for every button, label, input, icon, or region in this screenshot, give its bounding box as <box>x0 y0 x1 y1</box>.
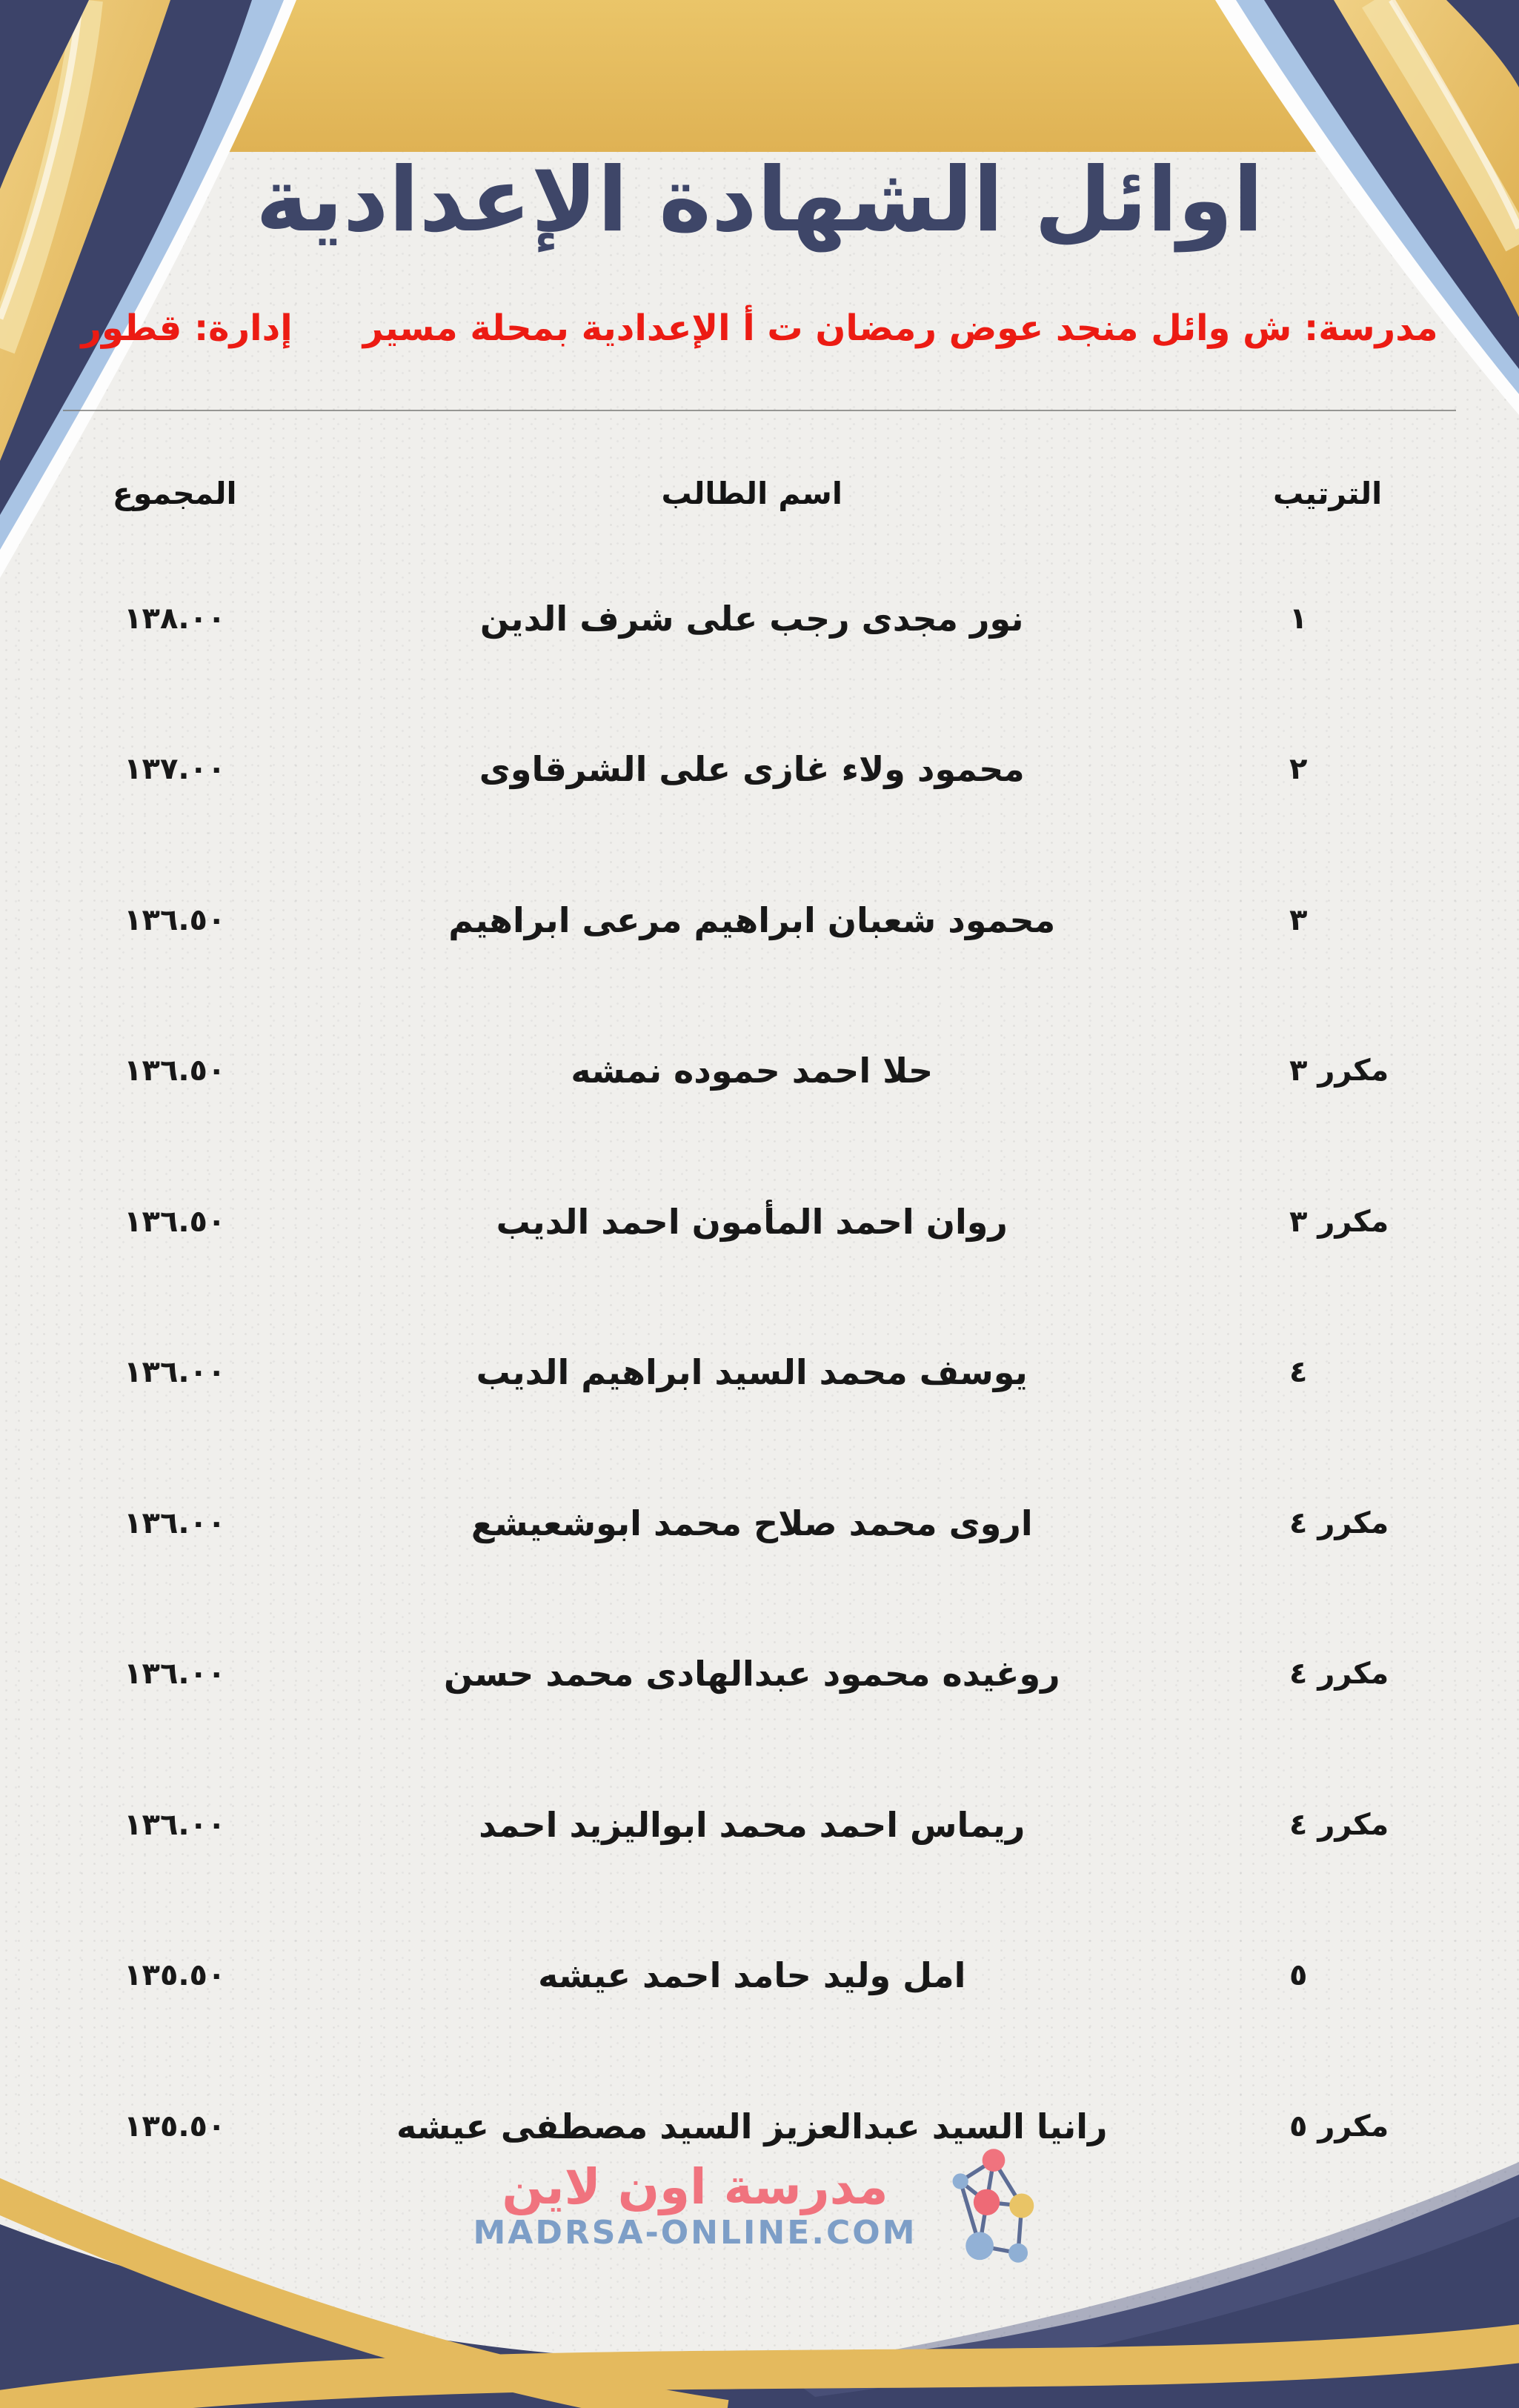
table-row <box>0 996 1519 1147</box>
student-name: محمود ولاء غازى على الشرقاوى <box>479 749 1025 790</box>
school-name-text: مدرسة: ش وائل منجد عوض رمضان ت أ الإعدادية بمحلة مسير <box>362 307 1438 349</box>
total-value: ١٣٦.٠٠ <box>124 1807 226 1842</box>
administration-text: إدارة: قطور <box>81 307 293 349</box>
table-row <box>0 1448 1519 1599</box>
rank-value: ٤ <box>1289 1355 1308 1390</box>
header-rank: الترتيب <box>1273 475 1383 511</box>
total-value: ١٣٨.٠٠ <box>124 601 226 636</box>
table-row <box>0 694 1519 845</box>
page-title: اوائل الشهادة الإعدادية <box>256 149 1263 252</box>
rank-value: ٣ <box>1289 902 1308 937</box>
ranking-table <box>0 443 1519 2202</box>
total-value: ١٣٦.٥٠ <box>124 902 226 937</box>
site-logo-arabic-text: مدرسة اون لاين <box>502 2158 888 2215</box>
table-row <box>0 845 1519 996</box>
rank-value: مكرر ٣ <box>1289 1054 1389 1088</box>
rank-value: ٢ <box>1289 752 1308 787</box>
student-name: يوسف محمد السيد ابراهيم الديب <box>476 1352 1028 1393</box>
student-name: امل وليد حامد احمد عيشه <box>538 1955 966 1996</box>
rank-value: مكرر ٤ <box>1289 1657 1389 1692</box>
total-value: ١٣٥.٥٠ <box>124 1958 226 1993</box>
school-info-line <box>0 295 1519 362</box>
student-name: حلا احمد حموده نمشه <box>571 1051 934 1091</box>
total-value: ١٣٧.٠٠ <box>124 752 226 787</box>
total-value: ١٣٦.٥٠ <box>124 1204 226 1239</box>
student-name: نور مجدى رجب على شرف الدين <box>479 598 1024 639</box>
header-total: المجموع <box>112 475 237 511</box>
student-name: ريماس احمد محمد ابواليزيد احمد <box>479 1804 1026 1845</box>
total-value: ١٣٦.٥٠ <box>124 1054 226 1088</box>
header-student-name: اسم الطالب <box>661 475 842 511</box>
site-logo-text-block <box>452 2158 938 2252</box>
student-name: روان احمد المأمون احمد الديب <box>496 1201 1008 1242</box>
table-row <box>0 1297 1519 1449</box>
header-divider-line <box>63 410 1456 411</box>
rank-value: مكرر ٤ <box>1289 1807 1389 1842</box>
rank-value: ١ <box>1289 601 1308 636</box>
table-header-row <box>0 443 1519 543</box>
table-row <box>0 1900 1519 2052</box>
total-value: ١٣٦.٠٠ <box>124 1355 226 1390</box>
rank-value: مكرر ٤ <box>1289 1506 1389 1540</box>
rank-value: مكرر ٣ <box>1289 1204 1389 1239</box>
table-row <box>0 1599 1519 1750</box>
rank-value: مكرر ٥ <box>1289 2109 1389 2143</box>
site-logo-domain-text: MADRSA-ONLINE.COM <box>473 2214 917 2252</box>
student-name: محمود شعبان ابراهيم مرعى ابراهيم <box>448 899 1056 940</box>
student-name: رانيا السيد عبدالعزيز السيد مصطفى عيشه <box>396 2106 1108 2146</box>
student-name: روغيده محمود عبدالهادى محمد حسن <box>443 1654 1060 1694</box>
student-name: اروى محمد صلاح محمد ابوشعيشع <box>471 1503 1033 1543</box>
total-value: ١٣٥.٥٠ <box>124 2109 226 2143</box>
site-logo <box>452 2147 1037 2264</box>
rank-value: ٥ <box>1289 1958 1308 1993</box>
total-value: ١٣٦.٠٠ <box>124 1506 226 1540</box>
table-row <box>0 1146 1519 1297</box>
total-value: ١٣٦.٠٠ <box>124 1657 226 1692</box>
table-row <box>0 1749 1519 1900</box>
network-nodes-icon <box>950 2147 1037 2264</box>
table-row <box>0 543 1519 694</box>
